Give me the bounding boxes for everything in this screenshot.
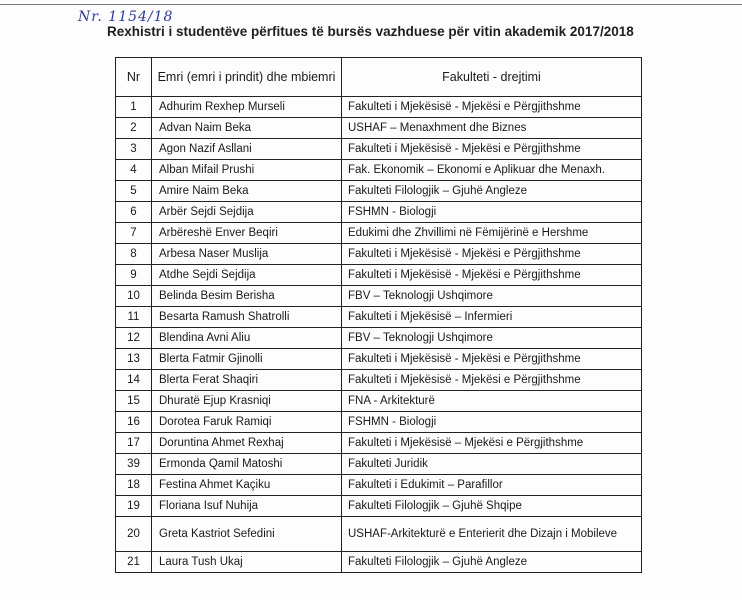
student-name: Adhurim Rexhep Murseli — [152, 97, 342, 118]
student-name: Greta Kastriot Sefedini — [152, 517, 342, 552]
table-row — [116, 244, 642, 265]
table-row — [116, 286, 642, 307]
table-row — [116, 475, 642, 496]
faculty-program: Fak. Ekonomik – Ekonomi e Aplikuar dhe Menaxh. — [342, 160, 642, 181]
faculty-program: Fakulteti i Edukimit – Parafillor — [342, 475, 642, 496]
table-row — [116, 328, 642, 349]
row-number: 10 — [116, 286, 152, 307]
student-name: Floriana Isuf Nuhija — [152, 496, 342, 517]
student-name: Belinda Besim Berisha — [152, 286, 342, 307]
top-rule — [0, 4, 742, 5]
table-row — [116, 202, 642, 223]
student-name: Dhuratë Ejup Krasniqi — [152, 391, 342, 412]
row-number: 39 — [116, 454, 152, 475]
student-name: Blerta Fatmir Gjinolli — [152, 349, 342, 370]
student-name: Arbesa Naser Muslija — [152, 244, 342, 265]
row-number: 6 — [116, 202, 152, 223]
row-number: 15 — [116, 391, 152, 412]
table-row — [116, 517, 642, 552]
faculty-program: FSHMN - Biologji — [342, 202, 642, 223]
row-number: 8 — [116, 244, 152, 265]
header-faculty: Fakulteti - drejtimi — [342, 58, 642, 97]
faculty-program: FSHMN - Biologji — [342, 412, 642, 433]
faculty-program: Fakulteti Filologjik – Gjuhë Shqipe — [342, 496, 642, 517]
row-number: 20 — [116, 517, 152, 552]
faculty-program: Fakulteti Filologjik – Gjuhë Angleze — [342, 552, 642, 573]
faculty-program: Fakulteti i Mjekësisë – Mjekësi e Përgjithshme — [342, 433, 642, 454]
faculty-program: FNA - Arkitekturë — [342, 391, 642, 412]
document-reference-number: Nr. 1154/18 — [78, 9, 174, 25]
row-number: 17 — [116, 433, 152, 454]
document-title: Rexhistri i studentëve përfitues të bursës vazhduese për vitin akademik 2017/2018 — [107, 24, 634, 39]
student-name: Laura Tush Ukaj — [152, 552, 342, 573]
students-table — [115, 57, 642, 573]
student-name: Advan Naim Beka — [152, 118, 342, 139]
faculty-program: Fakulteti Juridik — [342, 454, 642, 475]
table-row — [116, 552, 642, 573]
student-name: Besarta Ramush Shatrolli — [152, 307, 342, 328]
table-row — [116, 391, 642, 412]
row-number: 19 — [116, 496, 152, 517]
row-number: 9 — [116, 265, 152, 286]
faculty-program: Fakulteti i Mjekësisë - Mjekësi e Përgjithshme — [342, 265, 642, 286]
student-name: Arbër Sejdi Sejdija — [152, 202, 342, 223]
table-row — [116, 496, 642, 517]
faculty-program: USHAF – Menaxhment dhe Biznes — [342, 118, 642, 139]
row-number: 1 — [116, 97, 152, 118]
student-name: Atdhe Sejdi Sejdija — [152, 265, 342, 286]
table-row — [116, 118, 642, 139]
table-row — [116, 349, 642, 370]
student-name: Alban Mifail Prushi — [152, 160, 342, 181]
header-name: Emri (emri i prindit) dhe mbiemri — [152, 58, 342, 97]
row-number: 16 — [116, 412, 152, 433]
table-row — [116, 454, 642, 475]
student-name: Ermonda Qamil Matoshi — [152, 454, 342, 475]
table-row — [116, 265, 642, 286]
table-row — [116, 370, 642, 391]
row-number: 21 — [116, 552, 152, 573]
faculty-program: USHAF-Arkitekturë e Enterierit dhe Dizajn i Mobileve — [342, 517, 642, 552]
row-number: 3 — [116, 139, 152, 160]
faculty-program: Fakulteti i Mjekësisë – Infermieri — [342, 307, 642, 328]
row-number: 18 — [116, 475, 152, 496]
student-name: Dorotea Faruk Ramiqi — [152, 412, 342, 433]
faculty-program: Fakulteti i Mjekësisë - Mjekësi e Përgjithshme — [342, 244, 642, 265]
student-name: Agon Nazif Asllani — [152, 139, 342, 160]
faculty-program: Fakulteti i Mjekësisë - Mjekësi e Përgjithshme — [342, 370, 642, 391]
student-name: Festina Ahmet Kaçiku — [152, 475, 342, 496]
student-name: Arbëreshë Enver Beqiri — [152, 223, 342, 244]
faculty-program: Fakulteti i Mjekësisë - Mjekësi e Përgjithshme — [342, 97, 642, 118]
student-name: Amire Naim Beka — [152, 181, 342, 202]
row-number: 5 — [116, 181, 152, 202]
table-row — [116, 181, 642, 202]
table-row — [116, 139, 642, 160]
table-row — [116, 412, 642, 433]
faculty-program: Edukimi dhe Zhvillimi në Fëmijërinë e Hershme — [342, 223, 642, 244]
row-number: 11 — [116, 307, 152, 328]
row-number: 14 — [116, 370, 152, 391]
student-name: Blendina Avni Aliu — [152, 328, 342, 349]
row-number: 13 — [116, 349, 152, 370]
row-number: 4 — [116, 160, 152, 181]
faculty-program: FBV – Teknologji Ushqimore — [342, 328, 642, 349]
faculty-program: Fakulteti Filologjik – Gjuhë Angleze — [342, 181, 642, 202]
table-header-row — [116, 58, 642, 97]
table-row — [116, 160, 642, 181]
student-name: Blerta Ferat Shaqiri — [152, 370, 342, 391]
faculty-program: Fakulteti i Mjekësisë - Mjekësi e Përgjithshme — [342, 139, 642, 160]
header-nr: Nr — [116, 58, 152, 97]
faculty-program: Fakulteti i Mjekësisë - Mjekësi e Përgjithshme — [342, 349, 642, 370]
faculty-program: FBV – Teknologji Ushqimore — [342, 286, 642, 307]
table-row — [116, 97, 642, 118]
row-number: 12 — [116, 328, 152, 349]
row-number: 7 — [116, 223, 152, 244]
table-row — [116, 307, 642, 328]
table-row — [116, 433, 642, 454]
table-row — [116, 223, 642, 244]
student-name: Doruntina Ahmet Rexhaj — [152, 433, 342, 454]
row-number: 2 — [116, 118, 152, 139]
